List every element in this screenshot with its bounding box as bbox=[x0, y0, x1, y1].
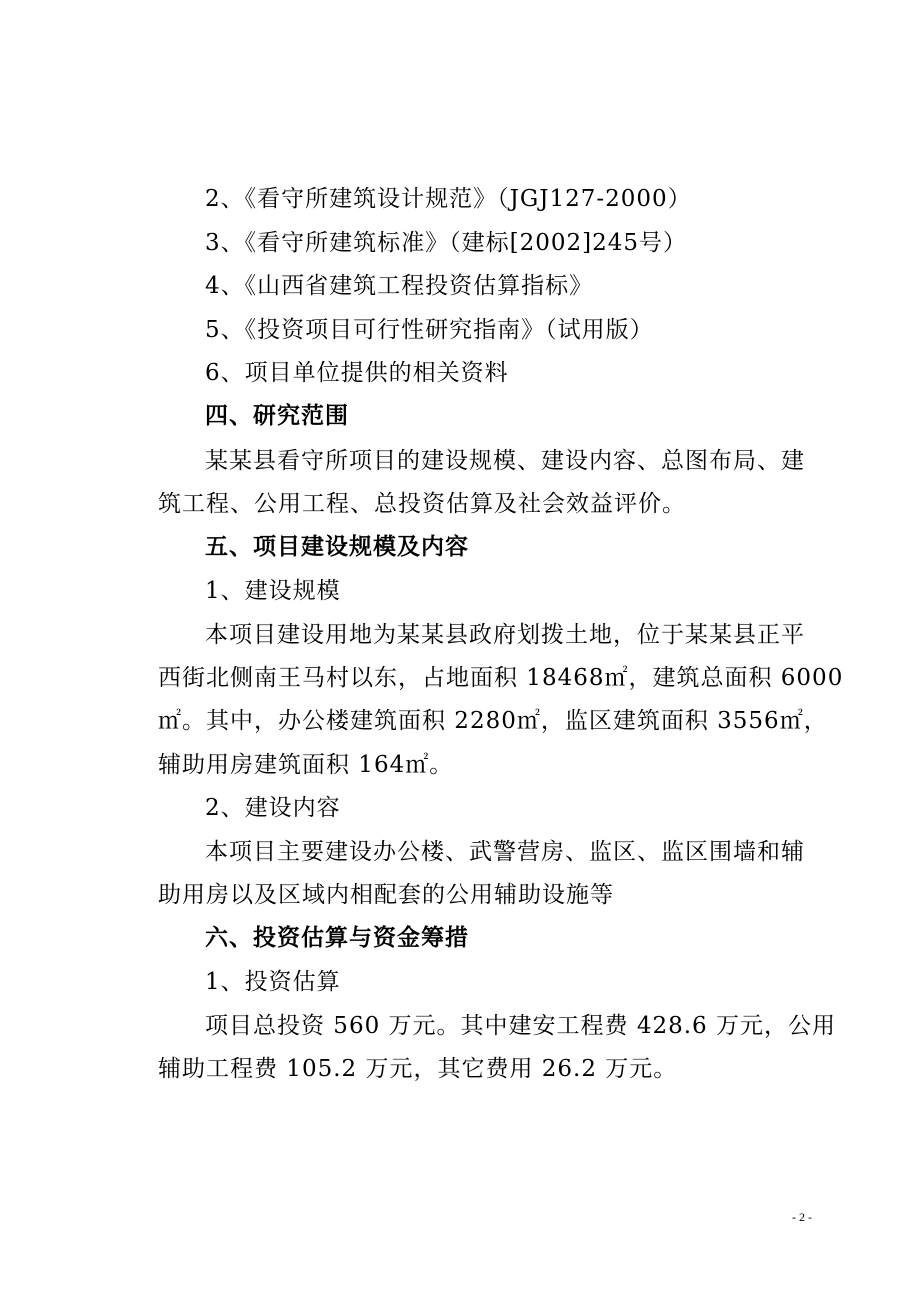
reference-item-5: 5、《投资项目可行性研究指南》（试用版） bbox=[205, 317, 654, 343]
subheading-construction-content: 2、建设内容 bbox=[205, 795, 341, 821]
paragraph-line: 本项目主要建设办公楼、武警营房、监区、监区围墙和辅 bbox=[205, 839, 805, 865]
subheading-construction-scale: 1、建设规模 bbox=[205, 578, 341, 604]
paragraph-line: 本项目建设用地为某某县政府划拨土地，位于某某县正平 bbox=[205, 622, 805, 648]
paragraph-line: 某某县看守所项目的建设规模、建设内容、总图布局、建 bbox=[205, 448, 805, 474]
reference-item-4: 4、《山西省建筑工程投资估算指标》 bbox=[205, 273, 594, 299]
reference-item-3: 3、《看守所建筑标准》（建标[2002]245号） bbox=[205, 230, 688, 256]
page-number: - 2 - bbox=[792, 1210, 812, 1224]
paragraph-line: 西街北侧南王马村以东，占地面积 18468㎡，建筑总面积 6000 bbox=[158, 665, 844, 691]
section-heading-research-scope: 四、研究范围 bbox=[205, 403, 349, 429]
paragraph-line: 助用房以及区域内相配套的公用辅助设施等 bbox=[158, 882, 614, 908]
section-heading-construction-scale: 五、项目建设规模及内容 bbox=[205, 534, 469, 560]
reference-item-6: 6、项目单位提供的相关资料 bbox=[205, 360, 509, 386]
paragraph-line: 筑工程、公用工程、总投资估算及社会效益评价。 bbox=[158, 491, 686, 517]
subheading-investment-estimate: 1、投资估算 bbox=[205, 969, 341, 995]
reference-item-2: 2、《看守所建筑设计规范》（JGJ127-2000） bbox=[205, 186, 692, 212]
paragraph-line: 辅助用房建筑面积 164㎡。 bbox=[158, 752, 454, 778]
section-heading-investment: 六、投资估算与资金筹措 bbox=[205, 925, 469, 951]
paragraph-line: ㎡。其中，办公楼建筑面积 2280㎡，监区建筑面积 3556㎡， bbox=[158, 708, 828, 734]
paragraph-line: 项目总投资 560 万元。其中建安工程费 428.6 万元，公用 bbox=[205, 1013, 836, 1039]
paragraph-line: 辅助工程费 105.2 万元，其它费用 26.2 万元。 bbox=[158, 1056, 678, 1082]
